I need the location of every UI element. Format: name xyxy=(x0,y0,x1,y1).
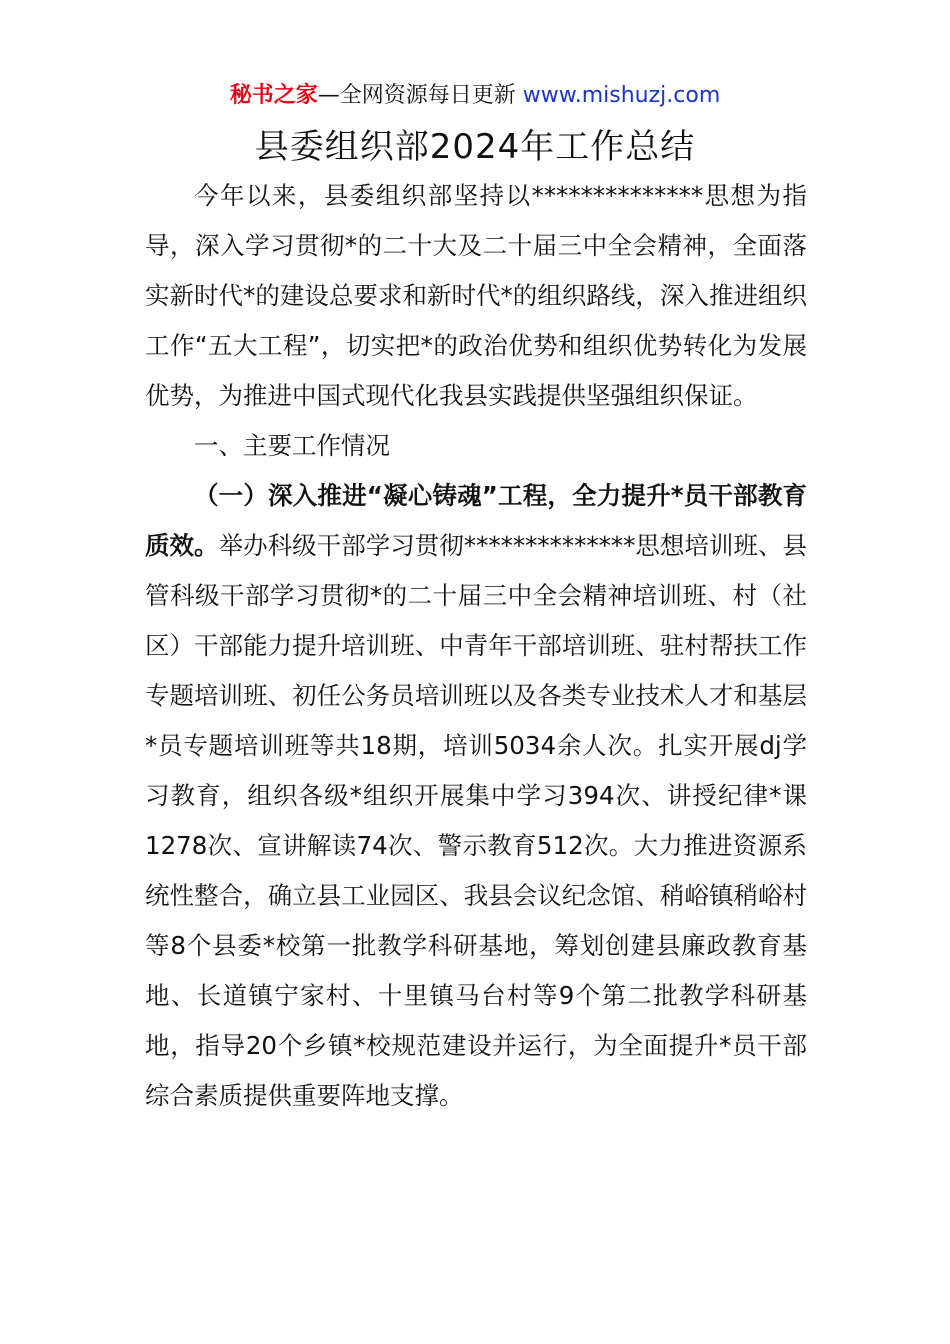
section-heading: 一、主要工作情况 xyxy=(194,431,390,460)
site-header xyxy=(0,80,950,112)
subsection-heading: （一）深入推进“凝心铸魂”工程，全力提升*员干部教育质效。 xyxy=(145,481,807,560)
site-url-link[interactable]: www.mishuzj.com xyxy=(522,83,721,108)
subsection-paragraph xyxy=(145,471,807,1121)
header-tagline: —全网资源每日更新 xyxy=(317,83,523,108)
document-body xyxy=(145,171,807,1121)
subsection-body: 举办科级干部学习贯彻**************思想培训班、县管科级干部学习贯彻*的二十届三中全会精神培训班、村（社区）干部能力提升培训班、中青年干部培训班、驻村帮扶工作专题培训班、初任公务员培训班以及各类专业技术人才和基层*员专题培训班等共18期，培训5034余人次。扎实开展dj学习教育，组织各级*组织开展集中学习394次、讲授纪律*课1278次、宣讲解读74次、警示教育512次。大力推进资源系统性整合，确立县工业园区、我县会议纪念馆、稍峪镇稍峪村等8个县委*校第一批教学科研基地，筹划创建县廉政教育基地、长道镇宁家村、十里镇马台村等9个第二批教学科研基地，指导20个乡镇*校规范建设并运行，为全面提升*员干部综合素质提供重要阵地支撑。 xyxy=(145,531,808,1110)
intro-paragraph: 今年以来，县委组织部坚持以**************思想为指导，深入学习贯彻*的二十大及二十届三中全会精神，全面落实新时代*的建设总要求和新时代*的组织路线，深入推进组织工作“五大工程”，切实把*的政治优势和组织优势转化为发展优势，为推进中国式现代化我县实践提供坚强组织保证。 xyxy=(145,181,807,410)
document-title: 县委组织部2024年工作总结 xyxy=(254,127,696,167)
brand-name: 秘书之家 xyxy=(229,83,318,108)
